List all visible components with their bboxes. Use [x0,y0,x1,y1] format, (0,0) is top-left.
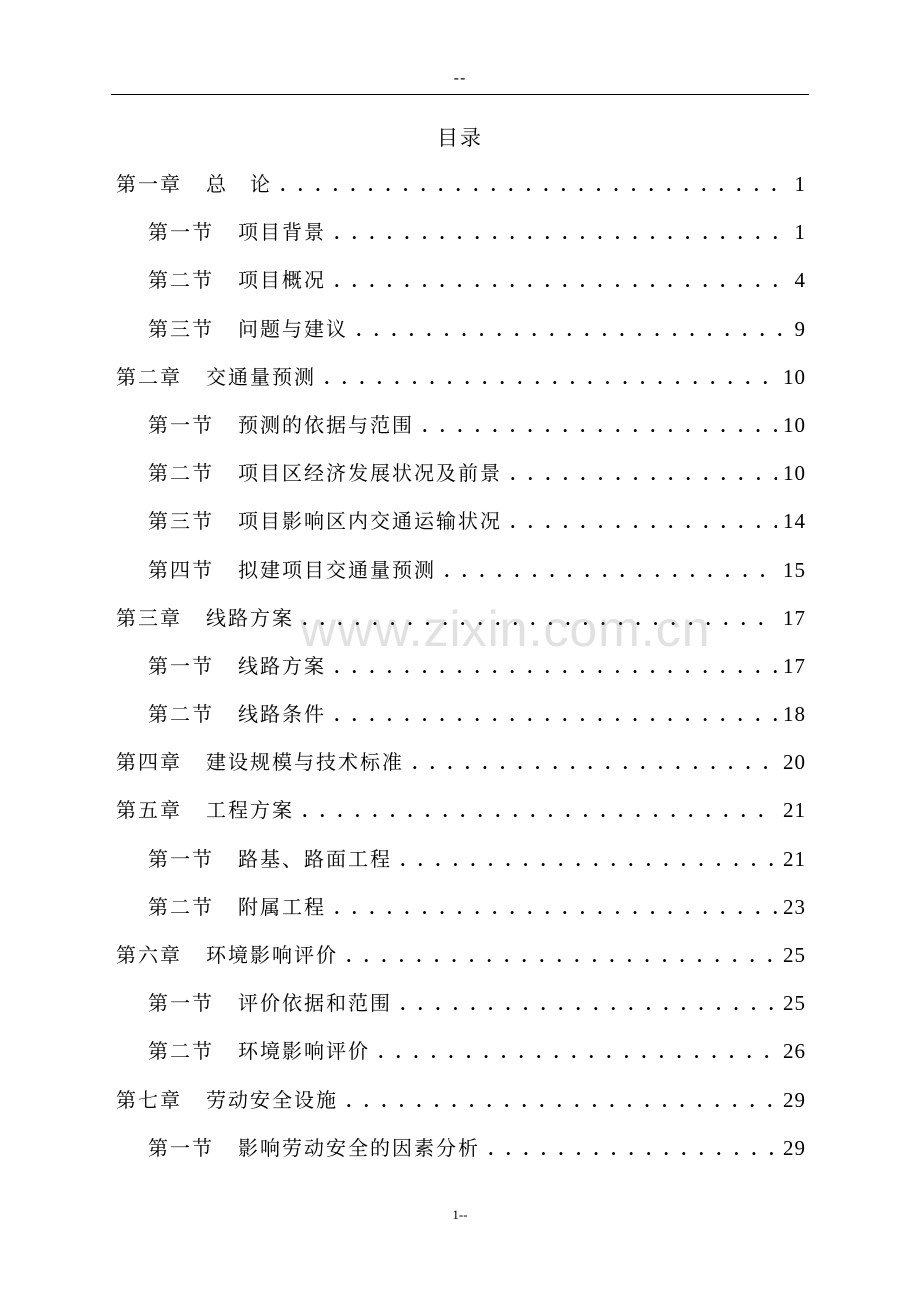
toc-entry-title: 交通量预测 [206,364,316,389]
toc-dot-leader [334,208,789,258]
toc-entry-page-number: 21 [783,846,806,871]
toc-entry-title: 建设规模与技术标准 [206,750,404,775]
toc-entry-label: 第五章 [116,798,182,823]
toc-section-entry[interactable] [116,546,806,594]
toc-entry-title: 影响劳动安全的因素分析 [238,1135,480,1160]
toc-dot-leader [412,738,777,788]
toc-section-entry[interactable] [116,449,806,497]
toc-entry-label: 第一节 [148,1135,214,1160]
toc-entry-label: 第二节 [148,702,214,727]
toc-entry-title: 环境影响评价 [238,1039,370,1064]
toc-entry-page-number: 20 [783,750,806,775]
toc-dot-leader [324,353,777,403]
toc-entry-label: 第一节 [148,846,214,871]
toc-entry-title: 附属工程 [238,894,326,919]
toc-dot-leader [334,690,777,740]
toc-chapter-entry[interactable] [116,1076,806,1124]
toc-entry-label: 第一节 [148,991,214,1016]
toc-chapter-entry[interactable] [116,786,806,834]
page-header-mark: -- [453,68,467,87]
toc-entry-title: 环境影响评价 [206,943,338,967]
toc-entry-page-number: 23 [783,894,806,919]
toc-entry-page-number: 26 [783,1039,806,1064]
toc-entry-page-number: 15 [783,557,806,582]
toc-entry-label: 第一节 [148,412,214,437]
toc-chapter-entry[interactable] [116,738,806,786]
toc-dot-leader [302,786,777,836]
toc-entry-title: 项目区经济发展状况及前景 [238,461,502,486]
toc-entry-page-number: 14 [783,509,806,534]
toc-dot-leader [334,256,789,306]
toc-entry-title: 线路方案 [206,605,294,630]
toc-entry-label: 第三节 [148,316,214,341]
watermark: www.zixin.com.cn [300,601,711,657]
toc-entry-title: 总 论 [206,172,272,196]
toc-section-entry[interactable] [116,1124,806,1172]
toc-chapter-entry[interactable] [116,160,806,208]
toc-entry-title: 路基、路面工程 [238,846,392,871]
toc-entry-label: 第三节 [148,509,214,534]
toc-entry-page-number: 29 [783,1087,806,1112]
header-divider [111,94,809,95]
toc-entry-page-number: 18 [783,702,806,727]
toc-entry-title: 劳动安全设施 [206,1087,338,1112]
toc-entry-label: 第二节 [148,461,214,486]
toc-entry-label: 第七章 [116,1087,182,1112]
toc-entry-page-number: 25 [783,991,806,1016]
toc-entry-page-number: 1 [794,172,806,196]
toc-entry-page-number: 1 [794,220,806,245]
toc-entry-page-number: 29 [783,1135,806,1160]
toc-entry-label: 第二节 [148,268,214,293]
toc-entry-label: 第四章 [116,750,182,775]
toc-entry-page-number: 25 [783,943,806,967]
toc-entry-page-number: 10 [783,461,806,486]
toc-dot-leader [510,449,777,499]
toc-section-entry[interactable] [116,401,806,449]
toc-entry-title: 预测的依据与范围 [238,412,414,437]
toc-entry-label: 第一节 [148,653,214,678]
toc-entry-title: 线路方案 [238,653,326,678]
toc-dot-leader [280,160,789,210]
toc-chapter-entry[interactable] [116,353,806,401]
toc-entry-label: 第二节 [148,1039,214,1064]
toc-dot-leader [400,835,777,885]
toc-entry-title: 线路条件 [238,702,326,727]
toc-title: 目录 [437,126,483,150]
toc-list [116,160,806,1172]
toc-entry-label: 第二节 [148,894,214,919]
toc-entry-page-number: 4 [794,268,806,293]
toc-entry-title: 评价依据和范围 [238,991,392,1016]
toc-section-entry[interactable] [116,305,806,353]
toc-dot-leader [422,401,777,451]
toc-section-entry[interactable] [116,1027,806,1075]
toc-section-entry[interactable] [116,497,806,545]
toc-section-entry[interactable] [116,256,806,304]
toc-entry-title: 项目影响区内交通运输状况 [238,509,502,534]
toc-entry-page-number: 10 [783,412,806,437]
toc-section-entry[interactable] [116,835,806,883]
toc-entry-title: 项目背景 [238,220,326,245]
toc-section-entry[interactable] [116,979,806,1027]
toc-entry-page-number: 17 [783,653,806,678]
toc-dot-leader [444,546,777,596]
toc-entry-page-number: 21 [783,798,806,823]
toc-section-entry[interactable] [116,690,806,738]
page-footer-number: 1-- [452,1207,468,1222]
toc-dot-leader [378,1027,777,1077]
toc-dot-leader [334,883,777,933]
toc-entry-label: 第四节 [148,557,214,582]
toc-dot-leader [346,1076,777,1126]
toc-section-entry[interactable] [116,208,806,256]
toc-entry-label: 第三章 [116,605,182,630]
toc-entry-title: 问题与建议 [238,316,348,341]
toc-dot-leader [488,1124,777,1174]
toc-dot-leader [400,979,777,1029]
toc-entry-label: 第二章 [116,364,182,389]
toc-entry-page-number: 9 [794,316,806,341]
toc-entry-label: 第一章 [116,172,182,196]
toc-entry-label: 第六章 [116,943,182,967]
toc-entry-title: 拟建项目交通量预测 [238,557,436,582]
toc-chapter-entry[interactable] [116,931,806,979]
toc-entry-title: 项目概况 [238,268,326,293]
toc-dot-leader [356,305,789,355]
toc-dot-leader [510,497,777,547]
toc-dot-leader [346,931,777,981]
toc-entry-page-number: 17 [783,605,806,630]
toc-entry-page-number: 10 [783,364,806,389]
toc-entry-label: 第一节 [148,220,214,245]
toc-entry-title: 工程方案 [206,798,294,823]
toc-section-entry[interactable] [116,883,806,931]
